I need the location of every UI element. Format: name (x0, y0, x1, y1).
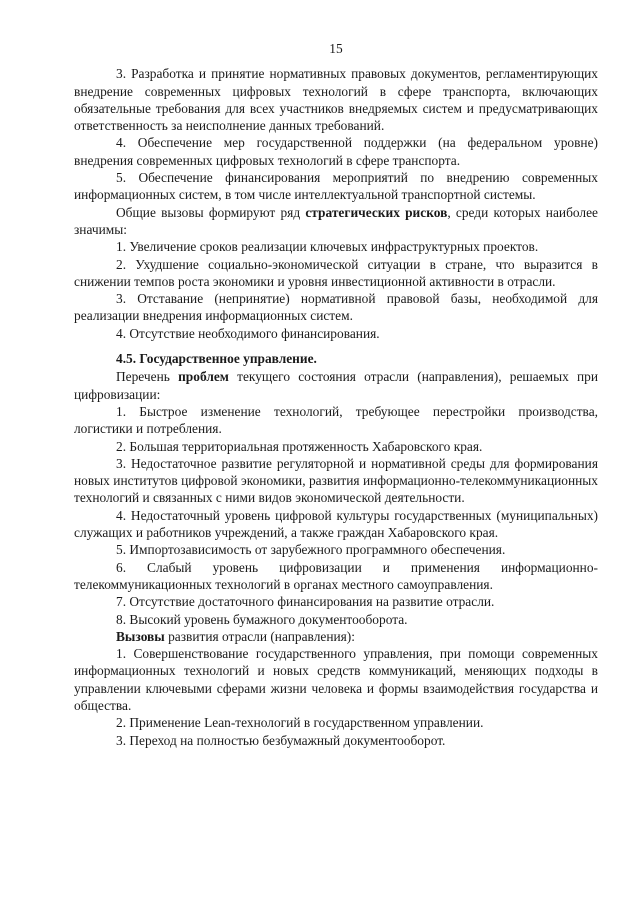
problem-item-3: 3. Недостаточное развитие регуляторной и нормативной среды для формирования новых институтов цифровой экономики, развития информационно-телекоммуникационных технологий и связанных с ними видов экономической деятельности. (74, 455, 598, 506)
problem-item-8: 8. Высокий уровень бумажного документооборота. (116, 611, 408, 627)
problem-item-2: 2. Большая территориальная протяженность Хабаровского края. (116, 438, 483, 454)
risk-item-2: 2. Ухудшение социально-экономической ситуации в стране, что выразится в снижении темпов роста экономики и уровня инвестиционной активности в отрасли. (74, 256, 598, 289)
risk-item-4: 4. Отсутствие необходимого финансирования. (116, 325, 380, 341)
problem-item-4: 4. Недостаточный уровень цифровой культуры государственных (муниципальных) служащих и работников учреждений, а также граждан Хабаровского края. (74, 507, 598, 541)
problem-item-6: 6. Слабый уровень цифровизации и применения информационно-телекоммуникационных технологий в органах местного самоуправления. (74, 559, 598, 592)
challenges-intro-after: развития отрасли (направления): (164, 628, 355, 644)
problem-item-7: 7. Отсутствие достаточного финансирования на развитие отрасли. (116, 594, 495, 610)
challenges-intro (74, 628, 598, 645)
problems-intro-bold: проблем (178, 369, 229, 385)
section-title: 4.5. Государственное управление. (116, 351, 317, 367)
paragraph-measure-5: 5. Обеспечение финансирования мероприятий по внедрению современных информационных систем, в том числе интеллектуальной транспортной системы. (74, 170, 598, 203)
problems-intro (74, 368, 598, 403)
risk-item-1: 1. Увеличение сроков реализации ключевых инфраструктурных проектов. (116, 239, 539, 255)
problem-item-1: 1. Быстрое изменение технологий, требующее перестройки производства, логистики и потребления. (74, 403, 598, 437)
risks-intro-before: Общие вызовы формируют ряд (116, 204, 306, 220)
challenges-intro-bold: Вызовы (116, 628, 165, 644)
risk-item-3: 3. Отставание (непринятие) нормативной правовой базы, необходимой для реализации внедрения информационных систем. (74, 291, 598, 324)
problems-intro-before: Перечень (116, 369, 179, 385)
challenge-item-3: 3. Переход на полностью безбумажный документооборот. (116, 732, 446, 748)
risks-intro (74, 204, 598, 239)
challenge-item-2: 2. Применение Lean-технологий в государственном управлении. (116, 715, 484, 731)
problems-intro-after: текущего состояния отрасли (направления), решаемых при цифровизации: (74, 369, 599, 402)
risks-intro-after: , среди которых наиболее значимы: (74, 204, 598, 237)
paragraph-measure-4: 4. Обеспечение мер государственной поддержки (на федеральном уровне) внедрения современных цифровых технологий в сфере транспорта. (74, 135, 598, 168)
problem-item-5: 5. Импортозависимость от зарубежного программного обеспечения. (116, 542, 506, 558)
risks-intro-bold: стратегических рисков (305, 204, 448, 220)
page-number: 15 (329, 41, 343, 56)
paragraph-measure-3: 3. Разработка и принятие нормативных правовых документов, регламентирующих внедрение современных цифровых технологий в сфере транспорта, включающих обязательные требования для всех участников внедряемых систем и предусматривающих ответственность за неисполнение данных требований. (74, 66, 598, 134)
challenge-item-1: 1. Совершенствование государственного управления, при помощи современных информационных технологий и новых средств коммуникаций, меняющих подходы в управлении ключевыми сферами жизни человека и формы взаимодействия государства и общества. (74, 646, 598, 713)
